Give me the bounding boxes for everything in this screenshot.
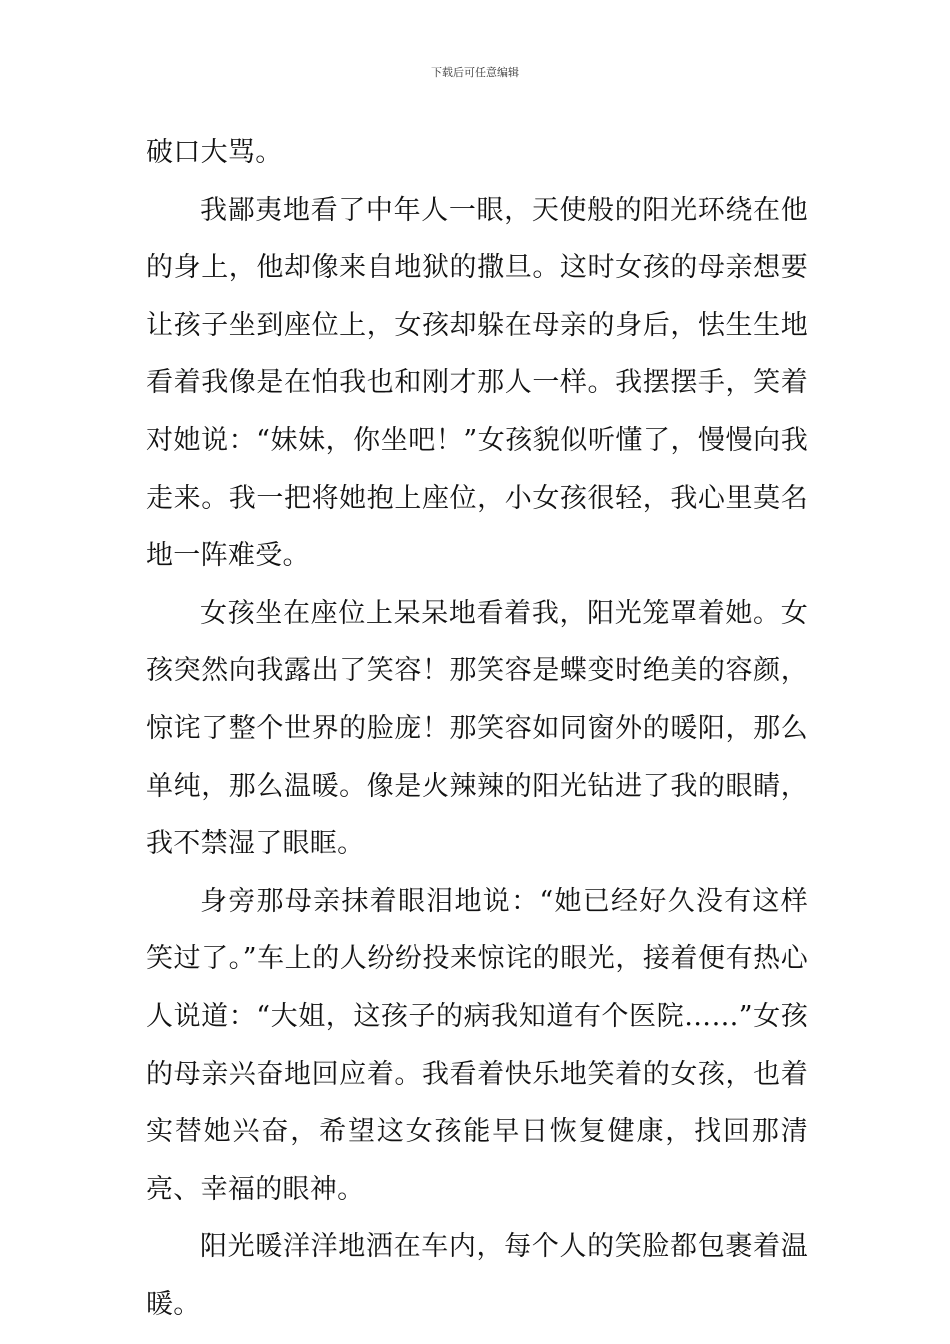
paragraph-4: 身旁那母亲抹着眼泪地说：“她已经好久没有这样笑过了。”车上的人纷纷投来惊诧的眼光，接着便有热心人说道：“大姐，这孩子的病我知道有个医院……”女孩的母亲兴奋地回应着。我看着快乐地笑着的女孩，也着实替她兴奋，希望这女孩能早日恢复健康，找回那清亮、幸福的眼神。 [146, 885, 808, 1205]
article-body [146, 124, 808, 1333]
paragraph-3: 女孩坐在座位上呆呆地看着我，阳光笼罩着她。女孩突然向我露出了笑容！那笑容是蝶变时绝美的容颜，惊诧了整个世界的脸庞！那笑容如同窗外的暖阳，那么单纯，那么温暖。像是火辣辣的阳光钻进了我的眼睛，我不禁湿了眼眶。 [146, 597, 808, 860]
paragraph-5: 阳光暖洋洋地洒在车内，每个人的笑脸都包裹着温暖。 [146, 1231, 808, 1320]
page-header: 下载后可任意编辑 [431, 66, 519, 79]
paragraph-1: 破口大骂。 [146, 137, 283, 168]
paragraph-2: 我鄙夷地看了中年人一眼，天使般的阳光环绕在他的身上，他却像来自地狱的撒旦。这时女孩的母亲想要让孩子坐到座位上，女孩却躲在母亲的身后，怯生生地看着我像是在怕我也和刚才那人一样。我摆摆手，笑着对她说：“妹妹，你坐吧！”女孩貌似听懂了，慢慢向我走来。我一把将她抱上座位，小女孩很轻，我心里莫名地一阵难受。 [146, 194, 808, 572]
